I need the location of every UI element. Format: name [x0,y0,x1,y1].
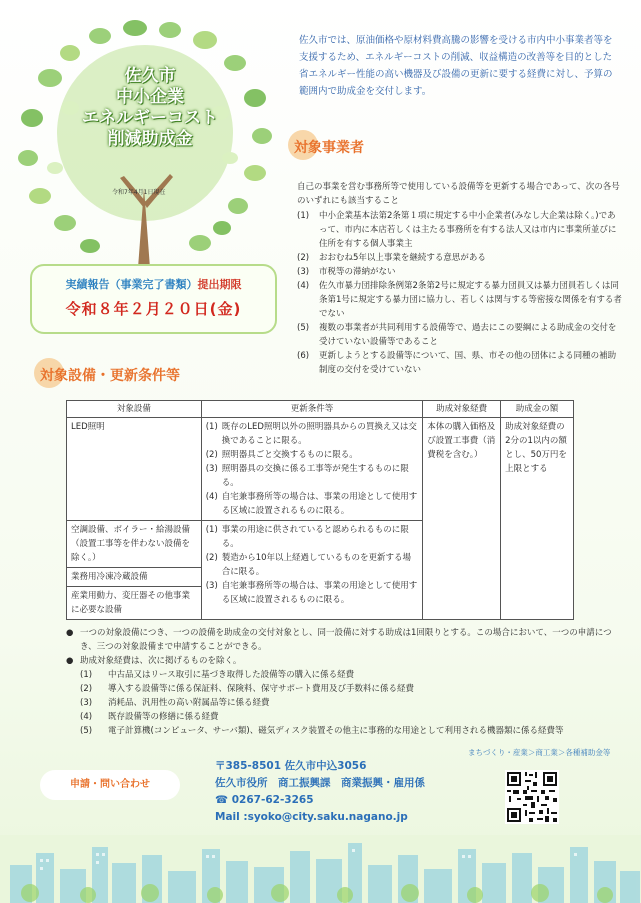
condition-text: 製造から10年以上経過しているものを更新する場合に限る。 [221,553,412,577]
requirement-item [297,251,622,265]
heading-rest: 象事業者 [308,140,364,156]
requirement-item [297,279,622,321]
exclusion-num: (2) [80,684,93,694]
intro-text: 佐久市では、原油価格や原材料費高騰の影響を受ける市内中小事業者等を支援するため、エネルギーコストの削減、収益構造の改善等を目的とした省エネルギー性能の高い機器及び設備の更新に要する経費に対し、予算の範囲内で助成金を交付します。 [299,35,613,97]
requirement-text: 佐久市暴力団排除条例第2条第2号に規定する暴力団員又は暴力団員若しくは同条第1号に規定する暴力団に協力し、若しくは関与する等密接な関係を有する者でない [319,281,622,319]
exclusion-item [80,696,626,710]
as-of-date: 令和7年4月1日現在 [112,189,166,196]
exclusion-text: 中古品又はリース取引に基づき取得した設備等の購入に係る経費 [108,670,355,680]
exclusion-text: 既存設備等の修繕に係る経費 [108,712,219,722]
requirement-num: (6) [297,351,310,361]
condition-num: (3) [205,581,218,591]
equipment-item: 空調設備、ボイラー・給湯設備（設置工事等を伴わない設備を除く。） [71,525,191,563]
exclusion-num: (4) [80,712,93,722]
title-line-2: 中小企業 [116,87,184,107]
heading-rest: 象設備・更新条件等 [54,368,180,384]
requirement-item [297,321,622,349]
requirement-num: (4) [297,281,310,291]
phone-line [215,792,425,809]
condition-item [206,551,419,579]
condition-num: (3) [205,464,218,474]
requirement-num: (2) [297,253,310,263]
flyer-title [70,66,230,150]
note-text: 助成対象経費は、次に掲げるものを除く。 [80,656,242,666]
requirement-text: 中小企業基本法第2条第１項に規定する中小企業者(みなし大企業は除く。)であって、市内に本店若しくは主たる事務所を有する法人又は市内に事業所並びに住所を有する個人事業主 [319,211,617,249]
conditions-cell [201,418,423,521]
postal-address: 〒385-8501 佐久市中込3056 [215,760,367,772]
exclusion-text: 消耗品、汎用性の高い附属品等に係る経費 [108,698,270,708]
condition-num: (1) [205,422,218,432]
heading-first-char: 対 [40,368,54,384]
condition-num: (4) [205,492,218,502]
condition-text: 事業の用途に供されていると認められるものに限る。 [221,525,409,549]
requirement-text: おおむね5年以上事業を継続する意思がある [319,253,486,263]
contact-label: 申請・問い合わせ [40,770,180,800]
city-skyline-illustration [0,835,641,903]
condition-text: 照明器具の交換に係る工事等が発生するものに限る。 [221,464,409,488]
heading-first-char: 対 [294,140,308,156]
requirement-text: 市税等の滞納がない [319,267,396,277]
condition-item [206,490,419,518]
condition-text: 自宅兼事務所等の場合は、事業の用途として使用する区域に設置されるものに限る。 [221,581,418,605]
requirement-num: (3) [297,267,310,277]
requirement-item [297,265,622,279]
requirement-num: (5) [297,323,310,333]
target-lead: 自己の事業を営む事務所等で使用している設備等を更新する場合であって、次の各号のいずれにも該当すること [297,182,620,206]
table-header: 更新条件等 [201,401,423,418]
department: 佐久市役所 商工振興課 商業振興・雇用係 [215,777,425,789]
note-text: 一つの対象設備につき、一つの設備を助成金の交付対象とし、同一設備に対する助成は1回限りとする。この場合において、一つの申請につき、三つの対象設備まで申請することができる。 [80,628,612,652]
phone-number: 0267-62-3265 [231,794,314,806]
equipment-cell [67,521,202,620]
title-line-1: 佐久市 [124,66,176,86]
deadline-box [30,264,277,334]
conditions-cell [201,521,423,620]
notes-block [66,626,626,738]
condition-item [206,448,419,462]
note-item [66,626,626,654]
qr-code-icon[interactable] [505,770,559,824]
equipment-item: 業務用冷凍冷蔵設備 [67,567,201,584]
table-header: 助成金の額 [501,401,574,418]
condition-num: (2) [205,450,218,460]
contact-info [215,758,425,826]
section-equipment-heading [40,365,180,385]
condition-num: (2) [205,553,218,563]
note-item [66,654,626,668]
table-row [67,418,574,521]
exclusion-item [80,710,626,724]
condition-num: (1) [205,525,218,535]
exclusion-num: (1) [80,670,93,680]
condition-text: 照明器具ごと交換するものに限る。 [221,450,358,460]
deadline-label-red: 提出期限 [197,278,242,291]
condition-text: 既存のLED照明以外の照明器具からの買換え又は交換であることに限る。 [221,422,417,446]
section-target-heading [294,137,364,157]
target-requirements [297,180,622,377]
equipment-table [66,400,574,620]
condition-item [206,579,419,607]
table-header: 助成対象経費 [423,401,501,418]
exclusion-item [80,668,626,682]
amount-cell: 助成対象経費の2分の1以内の額とし、50万円を上限とする [501,418,574,620]
requirement-item [297,349,622,377]
title-line-4: 削減助成金 [107,129,193,149]
phone-icon: ☎ [215,794,229,806]
email-address[interactable]: Mail :syoko@city.saku.nagano.jp [215,811,408,823]
bullet-icon: ● [66,656,74,666]
exclusion-num: (5) [80,726,93,736]
exclusion-item [80,724,626,738]
exclusion-num: (3) [80,698,93,708]
equipment-item: 産業用動力、変圧器その他事業に必要な設備 [67,586,201,617]
requirement-text: 複数の事業者が共同利用する設備等で、過去にこの要綱による助成金の交付を受けていない設備等であること [319,323,617,347]
deadline-label [32,276,275,292]
title-line-3: エネルギーコスト [82,108,218,128]
requirement-text: 更新しようとする設備等について、国、県、市その他の団体による同種の補助制度の交付を受けていない [319,351,617,375]
exclusion-item [80,682,626,696]
condition-item [206,523,419,551]
exclusion-text: 電子計算機(コンピュータ、サーバ類)、磁気ディスク装置その他主に事務的な用途として利用される機器類に係る経費等 [108,726,564,736]
deadline-label-main: 実績報告（事業完了書類） [65,278,198,291]
equipment-cell: LED照明 [67,418,202,521]
expense-cell: 本体の購入価格及び設置工事費（消費税を含む。） [423,418,501,620]
website-path: まちづくり・産業＞商工業＞各種補助金等 [468,748,611,757]
exclusion-text: 導入する設備等に係る保証料、保険料、保守サポート費用及び手数料に係る経費 [108,684,415,694]
condition-text: 自宅兼事務所等の場合は、事業の用途として使用する区域に設置されるものに限る。 [221,492,418,516]
condition-item [206,420,419,448]
requirement-num: (1) [297,211,310,221]
table-header-row [67,401,574,418]
condition-item [206,462,419,490]
table-header: 対象設備 [67,401,202,418]
requirement-item [297,209,622,251]
deadline-date: 令和８年２月２０日(金) [65,300,242,318]
bullet-icon: ● [66,628,74,638]
